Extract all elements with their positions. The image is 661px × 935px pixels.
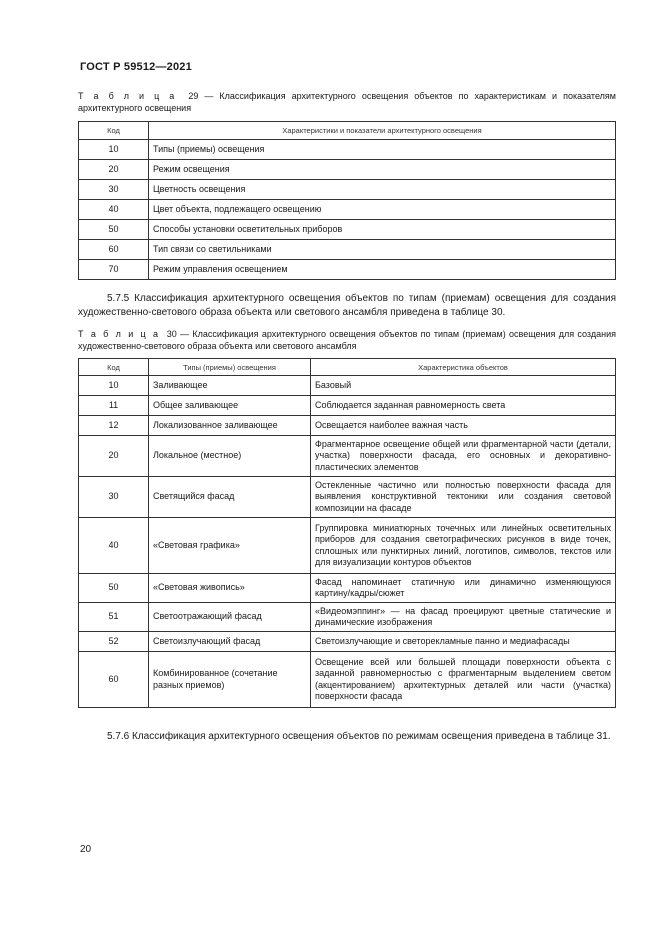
table-29-cell-name: Цвет объекта, подлежащего освещению <box>149 200 616 220</box>
table-30-cell-type: Локализованное заливающее <box>149 416 311 436</box>
table-row <box>79 200 616 220</box>
table-29-header-characteristics: Характеристики и показатели архитектурного освещения <box>149 122 616 140</box>
table-29-cell-name: Режим управления освещением <box>149 260 616 280</box>
table-row <box>79 220 616 240</box>
paragraph-5-7-5-text: 5.7.5 Классификация архитектурного освещения объектов по типам (приемам) освещения для создания художественно-светового образа объекта или светового ансамбля приведена в таблице 30. <box>78 293 616 318</box>
table-row <box>79 603 616 632</box>
table-row <box>79 574 616 603</box>
table-30-cell-type: Светоотражающий фасад <box>149 603 311 632</box>
table-row <box>79 376 616 396</box>
table-30-cell-code: 52 <box>79 632 149 652</box>
table-29-cell-name: Способы установки осветительных приборов <box>149 220 616 240</box>
table-29-cell-code: 50 <box>79 220 149 240</box>
document-standard-title: ГОСТ Р 59512—2021 <box>80 61 192 73</box>
table-30-cell-type: «Световая живопись» <box>149 574 311 603</box>
table-row <box>79 240 616 260</box>
table-row <box>79 477 616 518</box>
table-30-cell-description: Светоизлучающие и светорекламные панно и медиафасады <box>311 632 616 652</box>
table-30-cell-type: Светоизлучающий фасад <box>149 632 311 652</box>
table-30-cell-code: 30 <box>79 477 149 518</box>
table-30-cell-type: Светящийся фасад <box>149 477 311 518</box>
table-29-cell-name: Цветность освещения <box>149 180 616 200</box>
page-number: 20 <box>80 844 92 855</box>
table-30-header-row <box>79 359 616 376</box>
table-row <box>79 396 616 416</box>
table-row <box>79 436 616 477</box>
table-30-cell-code: 60 <box>79 652 149 708</box>
table-30-cell-code: 12 <box>79 416 149 436</box>
table-row <box>79 160 616 180</box>
table-30-cell-type: Локальное (местное) <box>149 436 311 477</box>
table-row <box>79 180 616 200</box>
table-29-cell-code: 60 <box>79 240 149 260</box>
paragraph-5-7-6-text: 5.7.6 Классификация архитектурного освещения объектов по режимам освещения приведена в таблице 31. <box>107 731 611 742</box>
table-30-cell-code: 51 <box>79 603 149 632</box>
table-30-caption-text: 30 — Классификация архитектурного освещения объектов по типам (приемам) освещения для создания художественно-светового образа объекта или светового ансамбля <box>78 329 616 351</box>
table-29-cell-code: 30 <box>79 180 149 200</box>
table-29-cell-name: Тип связи со светильниками <box>149 240 616 260</box>
table-30-cell-description: Фасад напоминает статичную или динамично изменяющуюся картину/кадры/сюжет <box>311 574 616 603</box>
table-row <box>79 416 616 436</box>
paragraph-5-7-6 <box>78 730 616 744</box>
table-row <box>79 632 616 652</box>
table-30-cell-type: «Световая графика» <box>149 518 311 574</box>
table-29-caption <box>78 91 616 114</box>
table-29-cell-code: 10 <box>79 140 149 160</box>
table-30-header-type: Типы (приемы) освещения <box>149 359 311 376</box>
table-30-cell-type: Общее заливающее <box>149 396 311 416</box>
paragraph-5-7-5 <box>78 292 616 320</box>
table-29-cell-code: 20 <box>79 160 149 180</box>
table-29-cell-name: Типы (приемы) освещения <box>149 140 616 160</box>
table-row <box>79 518 616 574</box>
table-30-cell-code: 20 <box>79 436 149 477</box>
table-29-header-row <box>79 122 616 140</box>
table-30-caption-label: Т а б л и ц а <box>78 329 161 339</box>
table-29-cell-name: Режим освещения <box>149 160 616 180</box>
table-30 <box>78 358 616 708</box>
table-30-cell-description: Остекленные частично или полностью поверхности фасада для выявления конструктивной тектоники или создания световой композиции на фасаде <box>311 477 616 518</box>
table-30-cell-description: «Видеомэппинг» — на фасад проецируют цветные статические и динамические изображения <box>311 603 616 632</box>
table-29-header-code: Код <box>79 122 149 140</box>
table-30-cell-description: Базовый <box>311 376 616 396</box>
table-30-cell-type: Комбинированное (сочетание разных приемов) <box>149 652 311 708</box>
table-30-cell-description: Группировка миниатюрных точечных или линейных осветительных приборов для создания светографических рисунков в виде точек, сплошных или пунктирных линий, логотипов, символов, текстов или для визуализации контуров объектов <box>311 518 616 574</box>
table-30-cell-description: Освещается наиболее важная часть <box>311 416 616 436</box>
table-row <box>79 260 616 280</box>
table-30-cell-description: Соблюдается заданная равномерность света <box>311 396 616 416</box>
table-29 <box>78 121 616 280</box>
table-30-cell-code: 50 <box>79 574 149 603</box>
table-row <box>79 140 616 160</box>
table-30-cell-description: Фрагментарное освещение общей или фрагментарной части (детали, участка) поверхности фасада, его основных и декоративно-пластических элементов <box>311 436 616 477</box>
table-29-caption-label: Т а б л и ц а <box>78 91 177 101</box>
table-30-header-code: Код <box>79 359 149 376</box>
table-29-cell-code: 40 <box>79 200 149 220</box>
table-29-caption-text: 29 — Классификация архитектурного освещения объектов по характеристикам и показателям архитектурного освещения <box>78 91 616 113</box>
table-30-cell-code: 10 <box>79 376 149 396</box>
table-30-header-description: Характеристика объектов <box>311 359 616 376</box>
table-30-cell-description: Освещение всей или большей площади поверхности объекта с заданной равномерностью с фрагментарным выделением светом (акцентированием) архитектурных деталей или части (участка) поверхности фасада <box>311 652 616 708</box>
table-row <box>79 652 616 708</box>
table-30-cell-code: 40 <box>79 518 149 574</box>
table-29-cell-code: 70 <box>79 260 149 280</box>
table-30-cell-code: 11 <box>79 396 149 416</box>
table-30-cell-type: Заливающее <box>149 376 311 396</box>
table-30-caption <box>78 329 616 352</box>
